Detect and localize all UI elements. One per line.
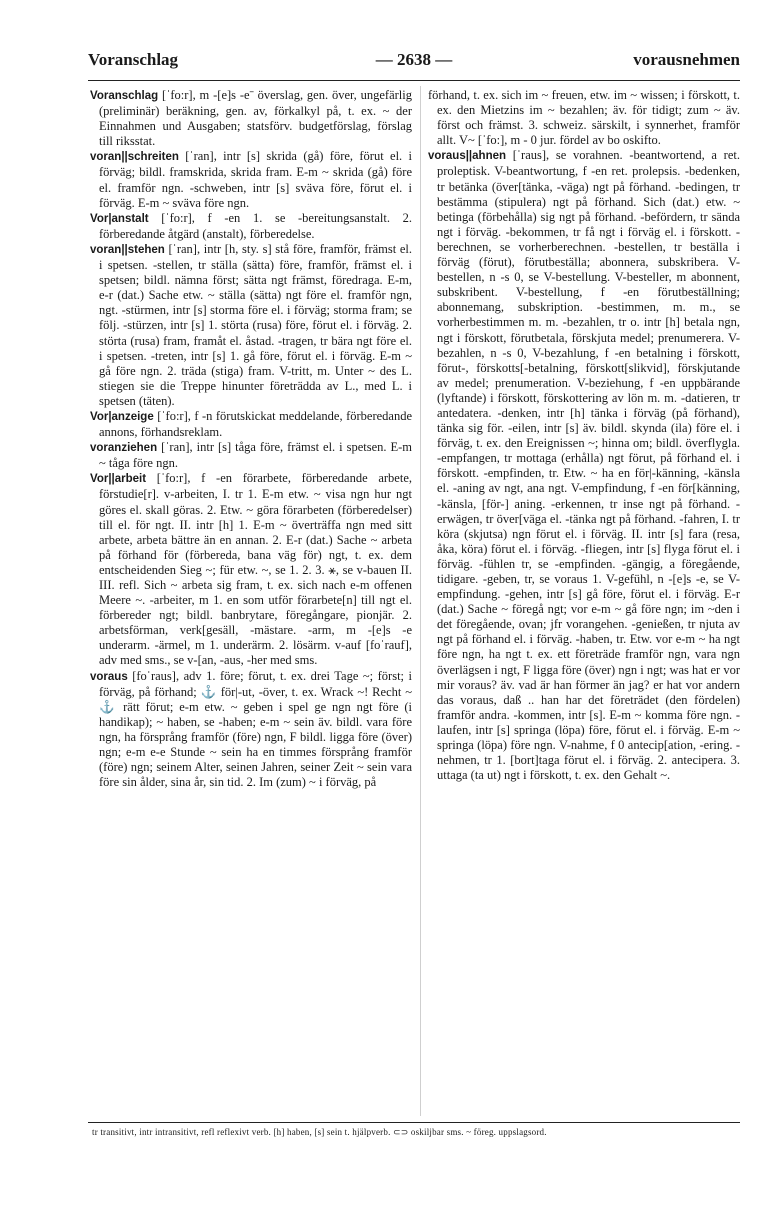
entry-headword: voranziehen <box>90 442 158 455</box>
entry-text: [foˈraus], adv 1. före; förut, t. ex. drei Tage ~; först; i förväg, på förhand; ⚓ för|-ut, -över, t. ex. Wrack ~! Recht ~ ⚓ rätt förut; e-m etw. ~ geben i spel ge ngn ngt före (i handikap); ~ haben, se -haben; e-m ~ sein äv. bildl. vara före ngn, ha försprång framför (före) ngn, F bildl. ligga före (över) ngn; e-m e-e Stunde ~ sein ha en timmes försprång framför (före) ngn; seinem Alter, seinen Jahren, seiner Zeit ~ sein vara före sin ålder, sina år, sin tid. 2. Im (zum) ~ i förväg, på <box>99 668 412 790</box>
header-left-guideword: Voranschlag <box>88 50 179 69</box>
entry-headword: Vor||arbeit <box>90 473 147 486</box>
dictionary-entry <box>90 88 412 149</box>
entry-headword: voraus||ahnen <box>428 150 507 163</box>
dictionary-entry <box>90 471 412 668</box>
dictionary-entry <box>90 669 412 791</box>
left-column <box>90 88 412 1118</box>
dictionary-entry <box>90 242 412 409</box>
entry-headword: voraus <box>90 670 128 683</box>
entry-headword: Vor|anstalt <box>90 212 149 225</box>
entry-text: [ˈfo:r], f -en 1. se -bereitungsanstalt. 2. förberedande åtgärd (anstalt), förberedelse. <box>99 210 412 241</box>
dictionary-entry-continued <box>428 88 740 148</box>
right-column <box>428 88 740 1118</box>
page-number: — 2638 — <box>375 50 453 69</box>
entry-text: [ˈran], intr [h, sty. s] stå före, framför, främst el. i spetsen. -stellen, tr ställa (sätta) före, framför, främst el. i spetsen; bildl. nämna först; sätta ngt främst, föredraga. E-m, e-r (dat.) Sache etw. ~ ställa (sätta) ngt före el. framför ngn, ngt. -stürmen, intr [s] storma före el. i förväg; storma fram; se följ. -stürzen, intr [s] 1. störta (rusa) före, förut el. i förväg. 2. störta (rusa) fram, framåt el. åstad. -tragen, tr bära ngt före el. i spetsen. -treten, intr [s] 1. gå före, förut el. i förväg. E-m ~ gå före ngn. 2. träda (stiga) fram. V-tritt, m. Unter ~ des L. stiegen sie die Treppe hinunter företrädda av L., med L. i spetsen (täten). <box>99 241 412 408</box>
entry-text: [ˈran], intr [s] skrida (gå) före, förut el. i förväg; bildl. framskrida, skrida fram. E-m ~ skrida (gå) före el. framför ngn. -schweben, intr [s] sväva före, förut el. i förväg. E-m ~ sväva före ngn. <box>99 149 412 210</box>
entry-text: [ˈran], intr [s] tåga före, främst el. i spetsen. E-m ~ tåga före ngn. <box>99 440 412 471</box>
entry-headword: Vor|anzeige <box>90 410 154 423</box>
dictionary-entry <box>428 148 740 783</box>
entry-text: [ˈraus], se vorahnen. -beantwortend, a ret. proleptisk. V-beantwortung, f -en ret. prolepsis. -bedenken, tr betänka (över[tänka, -väga) ngt på förhand. -bedingen, tr bestämma (stipulera) ngt på förhand. Sich (dat.) etw. ~ betinga (förbehålla) sig ngt på förhand. -befördern, tr sända ngt i förväg. -bekommen, tr få ngt i förväg el. i förskott. -berechnen, se vorherberechnen. -bestellen, tr beställa i förväg (förut), förutbeställa; abonnera, subskribera. V-bestellen, n -s 0, se V-bestellung. V-besteller, m abonnent, subskribent. V-bestellung, f -en förutbeställning; abonnemang, subskription. -bestimmen, m. m., se vorherbestimmen m. m. -bezahlen, tr o. intr [h] betala ngn, ngt i förskott, förutbetala, förskjuta medel; prenumerera. V-bezahlen, n -s 0, V-bezahlung, f -en betalning i förskott, förut-, förskotts[-betalning, förskott[slikvid], förskjutande av medel; prenumeration. V-beziehung, f -en uppbärande (lyftande) i förskott, förskottering av lön m. m. -datieren, tr antedatera. -denken, intr [h] tänka i förväg (på förhand), tänka sig för. -eilen, intr [s] äv. bildl. skynda (ila) före el. i förväg, t. ex. den Ereignissen ~; hinna om; bildl. överflygla. -empfangen, tr mottaga (erhålla) ngt förut, på förhand el. i förskott. -empfinden, tr. Etw. ~ ha en för|-känning, -känsla el. -aning av ngt, ana ngt. V-empfindung, f -en för[känning, -känsla, [för-] aning. -erkennen, tr inse ngt på förhand. -erwägen, tr över[väga el. -tänka ngt på förhand. -fahren, I. tr köra (skjutsa) ngn förut el. i förväg. II. intr [s] fara (resa, åka, köra) förut el. i förväg. -fliegen, intr [s] flyga förut el. i förväg. -fühlen tr, se -empfinden. -gängig, a föregående, tidigare. -geben, tr, se voraus 1. V-gefühl, n -[e]s -e, se V-empfindung. -gehen, intr [s] gå före, förut el. i förväg. E-r (dat.) Sache ~ föregå ngt; vor e-m ~ gå före ngn; im ~den i det föregående, ovan; jfr vorangehen. -genießen, tr njuta av ngt på förhand el. i förväg. -haben, tr. Etw. vor e-m ~ ha ngt före ngn, ha ngt t. ex. ett företräde framför ngn, vara ngn överlägsen i ngt, F ligga före (över) ngn i ngt; was hat er vor mir voraus? äv. vad är han förmer än jag? er hat vor andern das voraus, daß .. han har det företrädet (den fördelen) framför andra. -kommen, intr [s]. E-m ~ komma före ngn. -laufen, intr [s] springa (löpa) före, förut el. i förväg. E-m ~ springa (löpa) före ngn. V-nahme, f 0 antecip[ation, -ering. -nehmen, tr 1. [bort]taga förut el. i förväg. 2. antecipera. 3. uttaga (ta ut) ngt i förskott, t. ex. den Gehalt ~. <box>437 148 740 783</box>
entry-text: [ˈfo:r], f -n förutskickat meddelande, förberedande annons, förhandsreklam. <box>99 408 412 440</box>
footer-rule <box>88 1122 740 1123</box>
entry-headword: voran||schreiten <box>90 151 179 164</box>
page-header <box>88 50 740 78</box>
entry-text: [ˈfo:r], m -[e]s -eˉ överslag, gen. över, ungefärlig (preliminär) beräkning, gen. av, förkalkyl på, t. ex. ~ der Einnahmen und Ausgaben; statsförv. budgetförslag, förslag till riksstat. <box>99 88 412 149</box>
dictionary-entry <box>90 440 412 471</box>
dictionary-entry <box>90 149 412 210</box>
header-right-guideword: vorausnehmen <box>633 50 740 69</box>
header-rule <box>88 80 740 81</box>
column-divider <box>420 86 421 1116</box>
entry-headword: voran||stehen <box>90 243 165 256</box>
dictionary-entry <box>90 409 412 440</box>
entry-text: förhand, t. ex. sich im ~ freuen, etw. im ~ wissen; i förskott, t. ex. den Mietzins im ~ bezahlen; äv. för tidigt; zum ~ äv. först och främst. 3. schweiz. särskilt, i synnerhet, framför allt. V~ [ˈfo:], m - 0 jur. fördel av bo oskifto. <box>428 88 740 148</box>
entry-headword: Voranschlag <box>90 90 159 102</box>
dictionary-entry <box>90 211 412 242</box>
abbreviation-legend: tr transitivt, intr intransitivt, refl reflexivt verb. [h] haben, [s] sein t. hjälpverb. ⊂⊃ oskiljbar sms. ~ föreg. uppslagsord. <box>92 1127 547 1137</box>
entry-text: [ˈfo:r], f -en förarbete, förberedande arbete, förstudie[r]. v-arbeiten, I. tr 1. E-m etw. ~ visa ngn hur ngt göres el. skall göras. 2. Etw. ~ göra förarbeten (förberedelser) till el. för ngt. II. intr [h] 1. E-m ~ överträffa ngn med sitt arbete, arbeta bättre än en annan. 2. E-r (dat.) Sache ~ arbeta på förhand för (förbereda, bana väg för) ngt, t. ex. dem entscheidenden Sieg ~; für etw. ~, se 1. 2. 3. ⚹, se v-bauen II. III. refl. Sich ~ arbeta sig fram, t. ex. sich nach e-m offenen Meere ~. -arbeiter, m 1. en som utför förarbete[n] till ngt el. förbereder ngt; bildl. banbrytare, föregångare, pionjär. 2. arbetsförman, verk[gesäll, -mästare. -arm, m -[e]s -e underarm. -ärmel, m 1. underärm. 2. lösärm. v-auf [foˈrauf], adv med sms., se v-[an, -aus, -her med sms. <box>99 471 412 668</box>
